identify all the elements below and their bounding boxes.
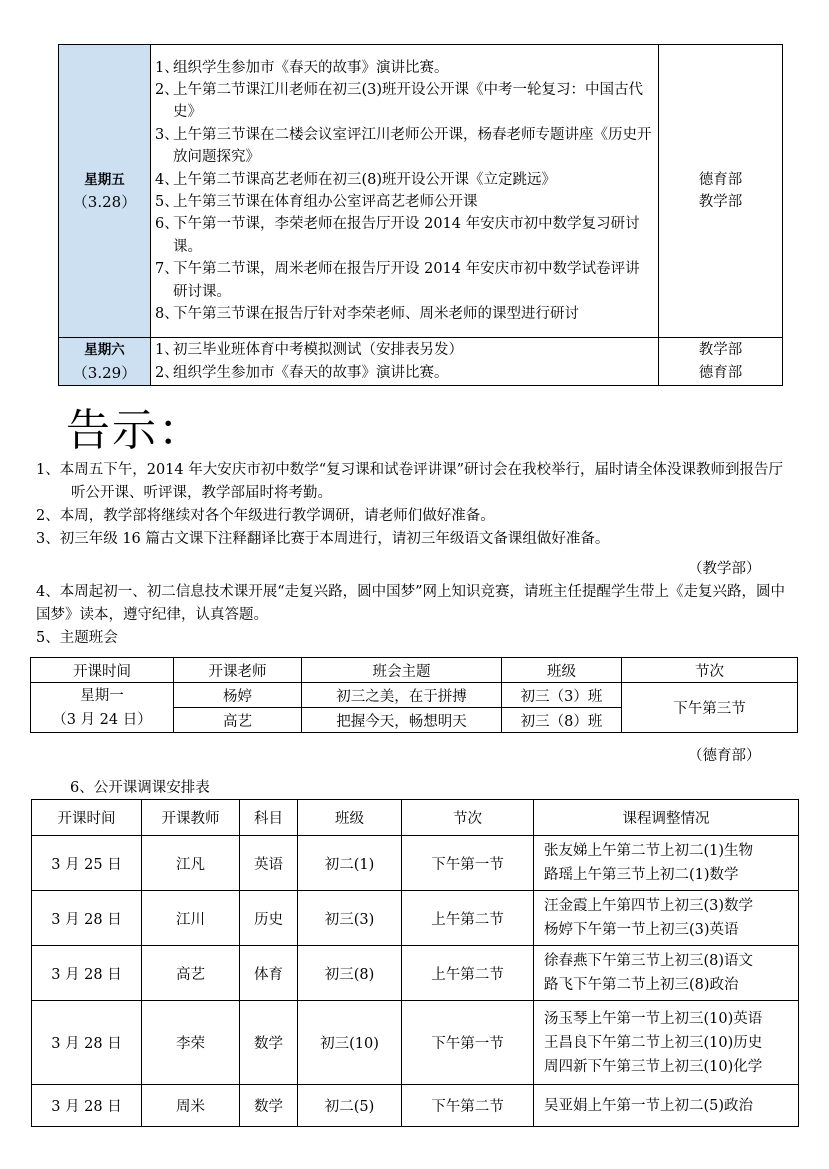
notice-list — [36, 459, 796, 551]
schedule-item — [155, 191, 654, 213]
open-class-teacher: 江凡 — [142, 836, 240, 891]
day-cell — [59, 45, 151, 338]
department: 教学部 — [698, 342, 743, 359]
item-text: 上午第二节课江川老师在初三(3)班开设公开课《中考一轮复习：中国古代史》 — [173, 81, 644, 121]
open-class-subject: 数学 — [240, 1001, 298, 1085]
schedule-item — [155, 57, 654, 79]
notice-item-1: 1、本周五下午，2014 年大安庆市初中数学“复习课和试卷评讲课”研讨会在我校举行，届时请全体没课教师到报告厅听公开课、听评课，教学部届时将考勤。 — [36, 462, 784, 501]
open-class-adjustment — [534, 946, 799, 1001]
open-class-class: 初三(8) — [298, 946, 402, 1001]
open-class-teacher: 周米 — [142, 1085, 240, 1127]
meeting-theme: 初三之美，在于拼搏 — [302, 683, 502, 708]
schedule-item — [155, 124, 654, 169]
notice-item-4: 4、本周起初一、初二信息技术课开展“走复兴路，圆中国梦”网上知识竞赛，请班主任提醒学生带上《走复兴路，圆中国梦》读本，遵守纪律，认真答题。 — [36, 584, 786, 623]
meeting-teacher: 高艺 — [174, 708, 302, 733]
open-class-teacher: 江川 — [142, 891, 240, 946]
day-name: 星期五 — [84, 171, 125, 188]
table-row — [32, 1001, 799, 1085]
day-cell — [59, 338, 151, 386]
class-meeting-table — [30, 657, 798, 733]
meeting-theme: 把握今天，畅想明天 — [302, 708, 502, 733]
schedule-row-saturday — [59, 338, 783, 386]
header-cell: 节次 — [622, 658, 798, 683]
schedule-item — [155, 258, 654, 303]
item-text: 上午第三节课在体育组办公室评高艺老师公开课 — [173, 194, 478, 210]
open-class-class: 初二(5) — [298, 1085, 402, 1127]
open-class-date: 3 月 28 日 — [32, 891, 142, 946]
adjustment-line: 杨婷下午第一节上初三(3)英语 — [544, 922, 739, 938]
open-class-adjustment — [534, 836, 799, 891]
item-text: 下午第一节课，李荣老师在报告厅开设 2014 年安庆市初中数学复习研讨课。 — [173, 216, 640, 255]
notice-item-6: 6、公开课调课安排表 — [70, 780, 210, 796]
item-text: 上午第二节课高艺老师在初三(8)班开设公开课《立定跳远》 — [173, 171, 557, 188]
header-cell: 开课老师 — [174, 658, 302, 683]
header-cell: 课程调整情况 — [534, 800, 799, 836]
open-class-period: 下午第一节 — [402, 1001, 534, 1085]
open-class-subject: 历史 — [240, 891, 298, 946]
open-class-date: 3 月 25 日 — [32, 836, 142, 891]
open-class-subject: 英语 — [240, 836, 298, 891]
table-row — [31, 683, 798, 708]
notice-item-2: 2、本周，教学部将继续对各个年级进行教学调研，请老师们做好准备。 — [36, 508, 495, 524]
schedule-items — [151, 338, 659, 386]
meeting-period: 下午第三节 — [622, 683, 798, 733]
schedule-item — [155, 169, 654, 191]
meeting-teacher: 杨婷 — [174, 683, 302, 708]
item-text: 组织学生参加市《春天的故事》演讲比赛。 — [173, 364, 449, 381]
item-number: 1、 — [155, 59, 179, 76]
item-number: 4、 — [155, 171, 179, 188]
adjustment-line: 周四新下午第三节上初三(10)化学 — [544, 1058, 763, 1075]
item-number: 7、 — [155, 261, 179, 278]
header-cell: 节次 — [402, 800, 534, 836]
notice-list-2 — [36, 581, 796, 650]
schedule-item — [155, 303, 654, 325]
open-class-period: 下午第二节 — [402, 1085, 534, 1127]
meeting-time-cell — [31, 683, 174, 733]
item-text: 上午第三节课在二楼会议室评江川老师公开课，杨春老师专题讲座《历史开放问题探究》 — [173, 126, 652, 166]
table-header-row — [31, 658, 798, 683]
open-class-adjustment — [534, 1085, 799, 1127]
department: 教学部 — [698, 194, 743, 210]
schedule-item — [155, 362, 654, 384]
meeting-day: 星期一 — [80, 687, 124, 704]
adjustment-line: 吴亚娟上午第一节上初二(5)政治 — [544, 1097, 754, 1114]
table-header-row — [32, 800, 799, 836]
schedule-item — [155, 339, 654, 361]
open-class-date: 3 月 28 日 — [32, 1085, 142, 1127]
department: 德育部 — [698, 364, 743, 381]
item-number: 8、 — [155, 306, 179, 323]
item-number: 3、 — [155, 126, 179, 143]
header-cell: 开课教师 — [142, 800, 240, 836]
day-date: （3.28） — [72, 193, 137, 211]
open-class-class: 初三(3) — [298, 891, 402, 946]
open-class-period: 下午第一节 — [402, 836, 534, 891]
open-class-adjustment — [534, 891, 799, 946]
department-cell — [659, 338, 783, 386]
notice-heading: 告示： — [66, 405, 204, 456]
open-class-subject: 数学 — [240, 1085, 298, 1127]
adjustment-line: 徐春燕下午第三节上初三(8)语文 — [544, 953, 754, 969]
adjustment-line: 路飞下午第二节上初三(8)政治 — [544, 977, 739, 993]
meeting-class: 初三（3）班 — [502, 683, 622, 708]
adjustment-line: 汤玉琴上午第一节上初三(10)英语 — [544, 1010, 763, 1027]
weekly-schedule-table — [58, 44, 783, 386]
open-class-subject: 体育 — [240, 946, 298, 1001]
open-class-period: 上午第二节 — [402, 891, 534, 946]
adjustment-line: 路瑶上午第三节上初二(1)数学 — [544, 867, 739, 883]
notice-signature-moral: （德育部） — [688, 748, 761, 764]
adjustment-line: 汪金霞上午第四节上初三(3)数学 — [544, 898, 754, 914]
day-date: （3.29） — [72, 363, 137, 382]
item-number: 2、 — [155, 81, 179, 98]
open-class-class: 初三(10) — [298, 1001, 402, 1085]
item-number: 6、 — [155, 216, 179, 233]
day-name: 星期六 — [84, 342, 125, 359]
adjustment-line: 张友娣上午第二节上初二(1)生物 — [544, 843, 754, 859]
header-cell: 科目 — [240, 800, 298, 836]
item-number: 5、 — [155, 194, 179, 210]
department: 德育部 — [698, 171, 743, 188]
item-text: 下午第三节课在报告厅针对李荣老师、周米老师的课型进行研讨 — [173, 306, 579, 323]
table-row — [32, 836, 799, 891]
department-cell — [659, 45, 783, 338]
schedule-items — [151, 45, 659, 338]
open-class-teacher: 高艺 — [142, 946, 240, 1001]
open-class-table — [31, 799, 799, 1127]
open-class-class: 初二(1) — [298, 836, 402, 891]
item-text: 组织学生参加市《春天的故事》演讲比赛。 — [173, 59, 449, 76]
notice-signature-teaching: （教学部） — [688, 561, 761, 577]
header-cell: 开课时间 — [31, 658, 174, 683]
open-class-date: 3 月 28 日 — [32, 946, 142, 1001]
header-cell: 班级 — [502, 658, 622, 683]
table-row — [32, 946, 799, 1001]
header-cell: 班会主题 — [302, 658, 502, 683]
item-text: 初三毕业班体育中考模拟测试（安排表另发） — [173, 342, 463, 359]
open-class-adjustment — [534, 1001, 799, 1085]
item-text: 下午第二节课，周米老师在报告厅开设 2014 年安庆市初中数学试卷评讲研讨课。 — [173, 261, 640, 300]
schedule-row-friday — [59, 45, 783, 338]
notice-item-5: 5、主题班会 — [36, 630, 118, 646]
item-number: 1、 — [155, 342, 179, 359]
open-class-teacher: 李荣 — [142, 1001, 240, 1085]
table-row — [32, 891, 799, 946]
meeting-class: 初三（8）班 — [502, 708, 622, 733]
meeting-date: （3 月 24 日） — [52, 711, 152, 728]
item-number: 2、 — [155, 364, 179, 381]
notice-item-3: 3、初三年级 16 篇古文课下注释翻译比赛于本周进行，请初三年级语文备课组做好准备。 — [36, 531, 610, 547]
open-class-period: 上午第二节 — [402, 946, 534, 1001]
table-row — [32, 1085, 799, 1127]
open-class-date: 3 月 28 日 — [32, 1001, 142, 1085]
adjustment-line: 王昌良下午第二节上初三(10)历史 — [544, 1034, 763, 1051]
schedule-item — [155, 213, 654, 258]
schedule-item — [155, 79, 654, 124]
header-cell: 班级 — [298, 800, 402, 836]
header-cell: 开课时间 — [32, 800, 142, 836]
